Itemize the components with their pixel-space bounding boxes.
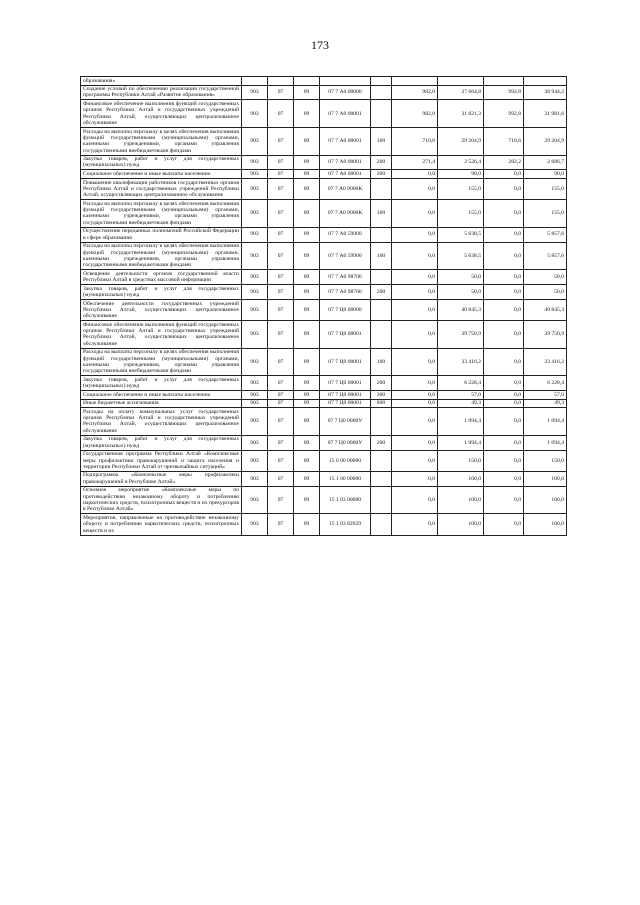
admin-code-cell: 903 xyxy=(242,270,268,285)
subsection-cell xyxy=(294,77,320,86)
amount-cell: 150,0 xyxy=(524,450,567,471)
amount-cell: 0,0 xyxy=(392,321,438,349)
table-row xyxy=(81,321,567,349)
subsection-cell: 09 xyxy=(294,399,320,408)
target-article-cell: 07 7 А0 59900 xyxy=(320,242,371,270)
table-row xyxy=(81,127,567,155)
amount-cell xyxy=(438,77,484,86)
amount-cell: 0,0 xyxy=(392,450,438,471)
table-row xyxy=(81,270,567,285)
amount-cell: 0,0 xyxy=(392,348,438,376)
section-cell: 07 xyxy=(268,435,294,450)
section-cell: 07 xyxy=(268,321,294,349)
amount-cell: 282,2 xyxy=(484,155,524,170)
row-name-cell: Закупка товаров, работ и услуг для государственных (муниципальных) нужд xyxy=(81,435,242,450)
row-name-cell: Освещение деятельности органов государственной власти Республики Алтай в средствах массовой информации xyxy=(81,270,242,285)
amount-cell: 0,0 xyxy=(392,514,438,535)
admin-code-cell: 903 xyxy=(242,321,268,349)
amount-cell: 40 845,3 xyxy=(438,299,484,320)
expense-type-cell: 100 xyxy=(371,242,392,270)
subsection-cell: 09 xyxy=(294,200,320,228)
target-article-cell: 15 0 00 00000 xyxy=(320,450,371,471)
section-cell: 07 xyxy=(268,242,294,270)
amount-cell: 0,0 xyxy=(392,242,438,270)
section-cell: 07 xyxy=(268,285,294,300)
row-name-cell: Социальное обеспечение и иные выплаты населению xyxy=(81,170,242,179)
table-row xyxy=(81,178,567,199)
subsection-cell: 09 xyxy=(294,321,320,349)
target-article-cell: 07 7 Ц0 00000 xyxy=(320,299,371,320)
table-row xyxy=(81,471,567,486)
amount-cell: 33 416,2 xyxy=(524,348,567,376)
admin-code-cell: 903 xyxy=(242,227,268,242)
subsection-cell: 09 xyxy=(294,514,320,535)
section-cell: 07 xyxy=(268,100,294,128)
section-cell: 07 xyxy=(268,178,294,199)
row-name-cell: Повышение квалификации работников государственных органов Республики Алтай и государственных учреждений Республики Алтай, осуществляющих централизованное обслуживание xyxy=(81,178,242,199)
amount-cell: 100,0 xyxy=(438,471,484,486)
admin-code-cell: 903 xyxy=(242,170,268,179)
subsection-cell: 09 xyxy=(294,227,320,242)
admin-code-cell: 903 xyxy=(242,391,268,400)
admin-code-cell: 903 xyxy=(242,435,268,450)
expense-type-cell xyxy=(371,471,392,486)
amount-cell: 155,0 xyxy=(524,200,567,228)
target-article-cell: 07 7 А0 98700 xyxy=(320,270,371,285)
expense-type-cell xyxy=(371,227,392,242)
amount-cell: 150,0 xyxy=(438,450,484,471)
table-row xyxy=(81,242,567,270)
expense-type-cell: 200 xyxy=(371,155,392,170)
admin-code-cell: 903 xyxy=(242,85,268,100)
section-cell: 07 xyxy=(268,170,294,179)
admin-code-cell: 903 xyxy=(242,450,268,471)
section-cell: 07 xyxy=(268,85,294,100)
table-row xyxy=(81,85,567,100)
amount-cell: 1 094,4 xyxy=(524,435,567,450)
amount-cell: 710,6 xyxy=(392,127,438,155)
section-cell: 07 xyxy=(268,399,294,408)
target-article-cell: 15 1 00 00000 xyxy=(320,471,371,486)
table-row xyxy=(81,100,567,128)
amount-cell: 6 228,4 xyxy=(438,376,484,391)
section-cell: 07 xyxy=(268,155,294,170)
subsection-cell: 09 xyxy=(294,170,320,179)
subsection-cell: 09 xyxy=(294,486,320,514)
subsection-cell: 09 xyxy=(294,155,320,170)
amount-cell: 31 821,3 xyxy=(438,100,484,128)
amount-cell: 0,0 xyxy=(392,270,438,285)
expense-type-cell xyxy=(371,77,392,86)
amount-cell: 0,0 xyxy=(392,299,438,320)
section-cell: 07 xyxy=(268,376,294,391)
amount-cell: 992,8 xyxy=(484,85,524,100)
admin-code-cell: 903 xyxy=(242,299,268,320)
table-row xyxy=(81,155,567,170)
admin-code-cell: 903 xyxy=(242,178,268,199)
table-row xyxy=(81,486,567,514)
section-cell: 07 xyxy=(268,127,294,155)
admin-code-cell: 903 xyxy=(242,514,268,535)
target-article-cell: 15 1 03 82029 xyxy=(320,514,371,535)
table-row xyxy=(81,450,567,471)
amount-cell: 155,0 xyxy=(438,178,484,199)
row-name-cell: Расходы на оплату коммунальных услуг государственных органов Республики Алтай и государственных учреждений Республики Алтай, осуществляющих централизованное обслуживание xyxy=(81,408,242,436)
amount-cell: 100,0 xyxy=(524,471,567,486)
amount-cell: 0,0 xyxy=(484,399,524,408)
amount-cell: 0,0 xyxy=(484,227,524,242)
subsection-cell: 09 xyxy=(294,285,320,300)
section-cell: 07 xyxy=(268,200,294,228)
admin-code-cell: 903 xyxy=(242,285,268,300)
row-name-cell: образования» xyxy=(81,77,242,86)
amount-cell: 0,0 xyxy=(484,471,524,486)
target-article-cell: 07 7 Ц0 0000У xyxy=(320,408,371,436)
expense-type-cell xyxy=(371,514,392,535)
amount-cell xyxy=(524,77,567,86)
row-name-cell: Обеспечение деятельности государственных учреждений Республики Алтай, осуществляющих централизованное обслуживание xyxy=(81,299,242,320)
amount-cell: 50,0 xyxy=(524,270,567,285)
amount-cell: 39 750,9 xyxy=(524,321,567,349)
amount-cell: 1 094,4 xyxy=(438,435,484,450)
row-name-cell: Иные бюджетные ассигнования xyxy=(81,399,242,408)
amount-cell: 271,4 xyxy=(392,155,438,170)
subsection-cell: 09 xyxy=(294,348,320,376)
amount-cell: 982,0 xyxy=(392,85,438,100)
amount-cell: 0,0 xyxy=(484,321,524,349)
amount-cell: 0,0 xyxy=(392,435,438,450)
budget-table xyxy=(80,76,567,536)
amount-cell: 0,0 xyxy=(484,285,524,300)
amount-cell: 50,0 xyxy=(524,285,567,300)
amount-cell: 0,0 xyxy=(392,391,438,400)
row-name-cell: Закупка товаров, работ и услуг для государственных (муниципальных) нужд xyxy=(81,155,242,170)
row-name-cell: Расходы на выплаты персоналу в целях обеспечения выполнения функций государственными (муниципальными) органами, казенными учреждениями, органами управления государственными внебюджетными фондами xyxy=(81,200,242,228)
target-article-cell: 07 7 А0 00001 xyxy=(320,127,371,155)
target-article-cell: 07 7 А0 0000К xyxy=(320,200,371,228)
admin-code-cell: 903 xyxy=(242,200,268,228)
target-article-cell: 07 7 А0 00000 xyxy=(320,85,371,100)
amount-cell: 0,0 xyxy=(484,242,524,270)
section-cell: 07 xyxy=(268,408,294,436)
section-cell: 07 xyxy=(268,514,294,535)
amount-cell: 29 204,9 xyxy=(438,127,484,155)
amount-cell: 5 638,5 xyxy=(438,227,484,242)
expense-type-cell xyxy=(371,408,392,436)
admin-code-cell: 903 xyxy=(242,348,268,376)
amount-cell: 90,0 xyxy=(438,170,484,179)
table-row xyxy=(81,285,567,300)
expense-type-cell: 100 xyxy=(371,200,392,228)
target-article-cell: 07 7 А0 0000К xyxy=(320,178,371,199)
amount-cell: 0,0 xyxy=(392,178,438,199)
expense-type-cell: 100 xyxy=(371,348,392,376)
table-row xyxy=(81,435,567,450)
amount-cell: 49,3 xyxy=(438,399,484,408)
amount-cell: 155,0 xyxy=(438,200,484,228)
row-name-cell: Финансовое обеспечение выполнения функций государственных органов Республики Алтай и государственных учреждений Республики Алтай, осуществляющих централизованное обслуживание xyxy=(81,100,242,128)
admin-code-cell: 903 xyxy=(242,471,268,486)
row-name-cell: Создание условий по обеспечению реализации государственной программы Республики Алтай «Развитие образования» xyxy=(81,85,242,100)
amount-cell: 0,0 xyxy=(484,376,524,391)
table-row xyxy=(81,200,567,228)
amount-cell: 0,0 xyxy=(392,408,438,436)
amount-cell xyxy=(392,77,438,86)
amount-cell: 0,0 xyxy=(484,200,524,228)
target-article-cell: 15 1 03 00000 xyxy=(320,486,371,514)
amount-cell: 0,0 xyxy=(484,391,524,400)
amount-cell: 100,0 xyxy=(524,486,567,514)
amount-cell: 0,0 xyxy=(484,435,524,450)
subsection-cell: 09 xyxy=(294,178,320,199)
target-article-cell: 07 7 А0 98700 xyxy=(320,285,371,300)
admin-code-cell: 903 xyxy=(242,399,268,408)
section-cell: 07 xyxy=(268,348,294,376)
amount-cell xyxy=(484,77,524,86)
amount-cell: 50,0 xyxy=(438,270,484,285)
table-row xyxy=(81,399,567,408)
subsection-cell: 09 xyxy=(294,299,320,320)
amount-cell: 100,0 xyxy=(438,514,484,535)
amount-cell: 0,0 xyxy=(484,486,524,514)
section-cell: 07 xyxy=(268,391,294,400)
amount-cell: 0,0 xyxy=(484,299,524,320)
row-name-cell: Государственная программа Республики Алтай «Комплексные меры профилактики правонарушений и защита населения и территории Республики Алтай от чрезвычайных ситуаций» xyxy=(81,450,242,471)
admin-code-cell: 903 xyxy=(242,127,268,155)
amount-cell: 38 944,2 xyxy=(524,85,567,100)
page-number: 173 xyxy=(311,38,329,52)
expense-type-cell xyxy=(371,270,392,285)
amount-cell: 100,0 xyxy=(438,486,484,514)
amount-cell: 29 204,9 xyxy=(524,127,567,155)
amount-cell: 57,0 xyxy=(524,391,567,400)
amount-cell: 39 750,9 xyxy=(438,321,484,349)
target-article-cell: 07 7 А0 00001 xyxy=(320,100,371,128)
table-row xyxy=(81,408,567,436)
expense-type-cell: 300 xyxy=(371,170,392,179)
subsection-cell: 09 xyxy=(294,100,320,128)
row-name-cell: Закупка товаров, работ и услуг для государственных (муниципальных) нужд xyxy=(81,376,242,391)
amount-cell: 0,0 xyxy=(484,408,524,436)
amount-cell: 2 686,7 xyxy=(524,155,567,170)
target-article-cell: 07 7 А0 59900 xyxy=(320,227,371,242)
amount-cell: 1 094,4 xyxy=(438,408,484,436)
section-cell: 07 xyxy=(268,486,294,514)
expense-type-cell: 200 xyxy=(371,285,392,300)
table-row xyxy=(81,376,567,391)
table-row xyxy=(81,227,567,242)
amount-cell: 50,0 xyxy=(438,285,484,300)
admin-code-cell: 903 xyxy=(242,100,268,128)
expense-type-cell xyxy=(371,321,392,349)
table-row xyxy=(81,299,567,320)
amount-cell: 0,0 xyxy=(392,227,438,242)
admin-code-cell: 903 xyxy=(242,408,268,436)
amount-cell: 40 845,3 xyxy=(524,299,567,320)
amount-cell: 992,8 xyxy=(484,100,524,128)
row-name-cell: Закупка товаров, работ и услуг для государственных (муниципальных) нужд xyxy=(81,285,242,300)
amount-cell: 5 857,6 xyxy=(524,227,567,242)
admin-code-cell: 903 xyxy=(242,242,268,270)
amount-cell: 90,0 xyxy=(524,170,567,179)
section-cell: 07 xyxy=(268,471,294,486)
subsection-cell: 09 xyxy=(294,471,320,486)
amount-cell: 155,0 xyxy=(524,178,567,199)
section-cell: 07 xyxy=(268,227,294,242)
amount-cell: 710,6 xyxy=(484,127,524,155)
target-article-cell: 07 7 А0 00001 xyxy=(320,170,371,179)
subsection-cell: 09 xyxy=(294,408,320,436)
expense-type-cell: 800 xyxy=(371,399,392,408)
target-article-cell: 07 7 Ц0 0000У xyxy=(320,435,371,450)
table-row xyxy=(81,77,567,86)
table-body xyxy=(81,77,567,536)
amount-cell: 0,0 xyxy=(392,170,438,179)
row-name-cell: Социальное обеспечение и иные выплаты населению xyxy=(81,391,242,400)
row-name-cell: Расходы на выплаты персоналу в целях обеспечения выполнения функций государственными (муниципальными) органами, казенными учреждениями, органами управления государственными внебюджетными фондами xyxy=(81,242,242,270)
amount-cell: 0,0 xyxy=(392,285,438,300)
subsection-cell: 09 xyxy=(294,127,320,155)
row-name-cell: Расходы на выплаты персоналу в целях обеспечения выполнения функций государственными (муниципальными) органами, казенными учреждениями, органами управления государственными внебюджетными фондами xyxy=(81,348,242,376)
amount-cell: 0,0 xyxy=(392,376,438,391)
amount-cell: 0,0 xyxy=(484,170,524,179)
row-name-cell: Финансовое обеспечение выполнения функций государственных органов Республики Алтай и государственных учреждений Республики Алтай, осуществляющих централизованное обслуживание xyxy=(81,321,242,349)
target-article-cell: 07 7 Ц0 00001 xyxy=(320,391,371,400)
expense-type-cell: 300 xyxy=(371,391,392,400)
subsection-cell: 09 xyxy=(294,270,320,285)
expense-type-cell xyxy=(371,450,392,471)
amount-cell: 100,0 xyxy=(524,514,567,535)
subsection-cell: 09 xyxy=(294,391,320,400)
amount-cell: 57,0 xyxy=(438,391,484,400)
row-name-cell: Расходы на выплаты персоналу в целях обеспечения выполнения функций государственными (муниципальными) органами, казенными учреждениями, органами управления государственными внебюджетными фондами xyxy=(81,127,242,155)
subsection-cell: 09 xyxy=(294,450,320,471)
subsection-cell: 09 xyxy=(294,376,320,391)
admin-code-cell: 903 xyxy=(242,486,268,514)
section-cell: 07 xyxy=(268,270,294,285)
target-article-cell: 07 7 А0 00001 xyxy=(320,155,371,170)
amount-cell: 31 981,6 xyxy=(524,100,567,128)
expense-type-cell xyxy=(371,100,392,128)
admin-code-cell: 903 xyxy=(242,376,268,391)
expense-type-cell xyxy=(371,486,392,514)
admin-code-cell: 903 xyxy=(242,155,268,170)
expense-type-cell: 200 xyxy=(371,376,392,391)
section-cell xyxy=(268,77,294,86)
table-row xyxy=(81,348,567,376)
expense-type-cell xyxy=(371,299,392,320)
expense-type-cell xyxy=(371,178,392,199)
subsection-cell: 09 xyxy=(294,435,320,450)
amount-cell: 0,0 xyxy=(392,471,438,486)
row-name-cell: Мероприятия, направленные на противодействие незаконному обороту и потреблению наркотических средств, психотропных веществ и их xyxy=(81,514,242,535)
subsection-cell: 09 xyxy=(294,85,320,100)
target-article-cell: 07 7 Ц0 00001 xyxy=(320,321,371,349)
table-row xyxy=(81,391,567,400)
amount-cell: 5 857,6 xyxy=(524,242,567,270)
amount-cell: 0,0 xyxy=(484,270,524,285)
target-article-cell: 07 7 Ц0 00001 xyxy=(320,399,371,408)
amount-cell: 1 094,4 xyxy=(524,408,567,436)
target-article-cell: 07 7 Ц0 00001 xyxy=(320,348,371,376)
target-article-cell xyxy=(320,77,371,86)
amount-cell: 37 664,8 xyxy=(438,85,484,100)
subsection-cell: 09 xyxy=(294,242,320,270)
section-cell: 07 xyxy=(268,450,294,471)
amount-cell: 982,0 xyxy=(392,100,438,128)
table-row xyxy=(81,170,567,179)
amount-cell: 5 638,5 xyxy=(438,242,484,270)
amount-cell: 6 228,4 xyxy=(524,376,567,391)
amount-cell: 0,0 xyxy=(484,514,524,535)
expense-type-cell xyxy=(371,85,392,100)
amount-cell: 0,0 xyxy=(484,178,524,199)
amount-cell: 0,0 xyxy=(392,399,438,408)
row-name-cell: Подпрограмма «Комплексные меры профилактики правонарушений в Республике Алтай» xyxy=(81,471,242,486)
row-name-cell: Осуществление переданных полномочий Российской Федерации в сфере образования xyxy=(81,227,242,242)
target-article-cell: 07 7 Ц0 00001 xyxy=(320,376,371,391)
expense-type-cell: 200 xyxy=(371,435,392,450)
section-cell: 07 xyxy=(268,299,294,320)
amount-cell: 33 416,2 xyxy=(438,348,484,376)
expense-type-cell: 100 xyxy=(371,127,392,155)
amount-cell: 49,3 xyxy=(524,399,567,408)
amount-cell: 0,0 xyxy=(484,348,524,376)
table-row xyxy=(81,514,567,535)
row-name-cell: Основное мероприятие «Комплексные меры по противодействию незаконному обороту и потреблению наркотических средств, психотропных веществ и их прекурсоров в Республике Алтай» xyxy=(81,486,242,514)
amount-cell: 0,0 xyxy=(484,450,524,471)
admin-code-cell xyxy=(242,77,268,86)
amount-cell: 2 526,4 xyxy=(438,155,484,170)
amount-cell: 0,0 xyxy=(392,486,438,514)
amount-cell: 0,0 xyxy=(392,200,438,228)
